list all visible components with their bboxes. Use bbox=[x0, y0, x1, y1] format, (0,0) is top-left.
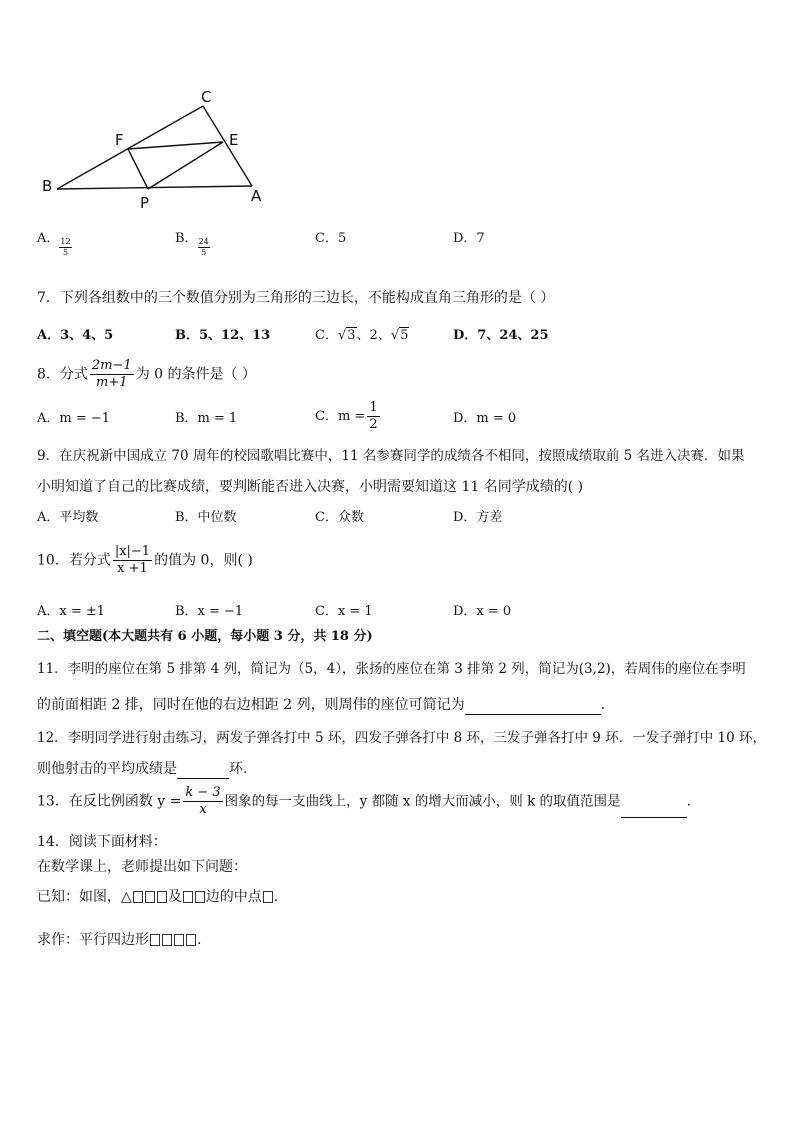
q7-option-a: A．3、4、5 bbox=[37, 328, 114, 343]
q9-option-d: D．方差 bbox=[453, 510, 503, 525]
q11-text: 的前面相距 2 排，同时在他的右边相距 2 列，则周伟的座位可简记为 bbox=[37, 697, 465, 713]
q14-line-4 bbox=[37, 930, 201, 950]
option-label: A． bbox=[37, 231, 60, 246]
segment-fe bbox=[128, 142, 223, 149]
period: . bbox=[273, 889, 279, 905]
sqrt-5: √5 bbox=[390, 328, 409, 343]
segment-bc bbox=[57, 106, 203, 189]
segment-pe bbox=[148, 142, 223, 189]
q14-line-1: 14．阅读下面材料： bbox=[37, 834, 167, 850]
missing-glyph-box bbox=[195, 891, 205, 903]
q11-line-1: 11．李明的座位在第 5 排第 4 列，简记为（5，4），张扬的座位在第 3 排第 2 列，简记为(3,2)，若周伟的座位在李明 bbox=[37, 661, 746, 677]
q8-option-b: B．m = 1 bbox=[175, 411, 238, 426]
q12-text-end: 环. bbox=[229, 761, 248, 777]
option-label: C． bbox=[315, 328, 338, 343]
q12-text: 则他射击的平均成绩是 bbox=[37, 761, 177, 777]
denominator: 2 bbox=[369, 417, 378, 432]
q10-option-c: C．x = 1 bbox=[315, 604, 373, 619]
separator: 、 bbox=[356, 328, 370, 343]
label-c: C bbox=[201, 90, 212, 106]
answer-blank[interactable] bbox=[465, 700, 601, 715]
fraction-24-5 bbox=[198, 237, 210, 258]
label-e: E bbox=[229, 131, 239, 149]
option-label: B． bbox=[175, 231, 198, 246]
q12-line-1: 12．李明同学进行射击练习，两发子弹各打中 5 环，四发子弹各打中 8 环，三发子弹各打中 9 环．一发子弹打中 10 环， bbox=[37, 730, 766, 746]
missing-glyph-box bbox=[263, 891, 273, 903]
fraction-1-2 bbox=[367, 400, 379, 433]
q14-text: 及 bbox=[167, 889, 182, 905]
stem-prefix: 13．在反比例函数 y = bbox=[37, 793, 182, 810]
q8-stem bbox=[37, 358, 256, 391]
denominator: x bbox=[199, 802, 207, 817]
triangle-figure bbox=[30, 90, 280, 215]
missing-glyph-box bbox=[157, 891, 167, 903]
segment-fp bbox=[128, 149, 148, 189]
missing-glyph-box bbox=[150, 934, 160, 946]
segment-ba bbox=[57, 186, 252, 189]
stem-suffix: 为 0 的条件是（ ） bbox=[135, 366, 256, 383]
missing-glyph-box bbox=[186, 934, 196, 946]
missing-glyph-box bbox=[162, 934, 172, 946]
missing-glyph-box bbox=[133, 891, 143, 903]
numerator: 24 bbox=[198, 237, 209, 246]
q10-option-a: A．x = ±1 bbox=[37, 604, 106, 619]
stem-prefix: 10．若分式 bbox=[37, 552, 111, 569]
stem-suffix: 图象的每一支曲线上，y 都随 x 的增大而减小，则 k 的取值范围是 bbox=[224, 793, 621, 810]
radicand: 5 bbox=[400, 328, 409, 343]
q6-option-a bbox=[37, 229, 72, 258]
q7-option-d: D．7、24、25 bbox=[453, 328, 549, 343]
q6-option-d: D．7 bbox=[453, 231, 485, 246]
period: . bbox=[600, 697, 606, 713]
answer-blank[interactable] bbox=[621, 803, 687, 818]
fraction-k-3-over-x bbox=[183, 785, 222, 818]
q9-option-b: B．中位数 bbox=[175, 510, 237, 525]
q11-line-2 bbox=[37, 695, 605, 715]
denominator: 5 bbox=[62, 248, 69, 257]
radicand: 3 bbox=[347, 328, 356, 343]
numerator: |x|−1 bbox=[114, 544, 151, 559]
segment-ca bbox=[203, 106, 252, 186]
label-b: B bbox=[42, 177, 53, 195]
separator: 、 bbox=[377, 328, 391, 343]
q10-option-d: D．x = 0 bbox=[453, 604, 512, 619]
q8-option-d: D．m = 0 bbox=[453, 411, 517, 426]
missing-glyph-box bbox=[174, 934, 184, 946]
missing-glyph-box bbox=[145, 891, 155, 903]
q14-text: 边的中点 bbox=[205, 889, 262, 905]
numerator: 12 bbox=[60, 237, 71, 246]
fraction-abs-x-minus-1-over-x-plus-1 bbox=[113, 544, 152, 577]
label-p: P bbox=[140, 194, 150, 212]
period: . bbox=[686, 793, 692, 810]
numerator: 2m−1 bbox=[91, 358, 132, 373]
q13-stem bbox=[37, 785, 691, 818]
q9-option-a: A．平均数 bbox=[37, 510, 99, 525]
q7-option-c bbox=[315, 326, 409, 346]
value-2: 2 bbox=[369, 328, 378, 343]
q8-option-a: A．m = −1 bbox=[37, 411, 111, 426]
q9-option-c: C．众数 bbox=[315, 510, 364, 525]
q14-text: 已知：如图，△ bbox=[37, 889, 132, 905]
numerator: k − 3 bbox=[185, 785, 221, 800]
denominator: 5 bbox=[201, 248, 207, 257]
q9-line-2: 小明知道了自己的比赛成绩，要判断能否进入决赛，小明需要知道这 11 名同学成绩的( ) bbox=[37, 479, 584, 495]
stem-prefix: 8．分式 bbox=[37, 366, 88, 383]
q7-option-b: B．5、12、13 bbox=[175, 328, 271, 343]
q12-line-2 bbox=[37, 759, 247, 779]
q9-line-1: 9．在庆祝新中国成立 70 周年的校园歌唱比赛中，11 名参赛同学的成绩各不相同，按照成绩取前 5 名进入决赛．如果 bbox=[37, 448, 745, 464]
q10-stem bbox=[37, 544, 253, 577]
missing-glyph-box bbox=[183, 891, 193, 903]
option-label: C．m = bbox=[315, 409, 366, 424]
period: . bbox=[197, 932, 202, 948]
denominator: x +1 bbox=[117, 561, 148, 576]
label-f: F bbox=[115, 131, 124, 149]
label-a: A bbox=[251, 187, 262, 205]
q8-option-c bbox=[315, 400, 382, 433]
numerator: 1 bbox=[369, 400, 378, 415]
fraction-2m-1-over-m+1 bbox=[90, 358, 134, 391]
q14-line-2: 在数学课上，老师提出如下问题： bbox=[37, 859, 247, 875]
q14-text: 求作：平行四边形 bbox=[37, 932, 149, 948]
sqrt-3: √3 bbox=[337, 328, 356, 343]
q6-option-b bbox=[175, 229, 210, 258]
answer-blank[interactable] bbox=[177, 764, 229, 779]
stem-suffix: 的值为 0，则( ) bbox=[154, 552, 253, 569]
fraction-12-5 bbox=[59, 237, 71, 258]
q7-stem: 7．下列各组数中的三个数值分别为三角形的三边长，不能构成直角三角形的是（ ） bbox=[37, 290, 555, 306]
section-heading-fill-in: 二、填空题(本大题共有 6 小题，每小题 3 分，共 18 分) bbox=[37, 629, 373, 644]
q10-option-b: B．x = −1 bbox=[175, 604, 244, 619]
q14-line-3 bbox=[37, 887, 278, 907]
q6-option-c: C．5 bbox=[315, 231, 347, 246]
denominator: m+1 bbox=[96, 375, 128, 390]
